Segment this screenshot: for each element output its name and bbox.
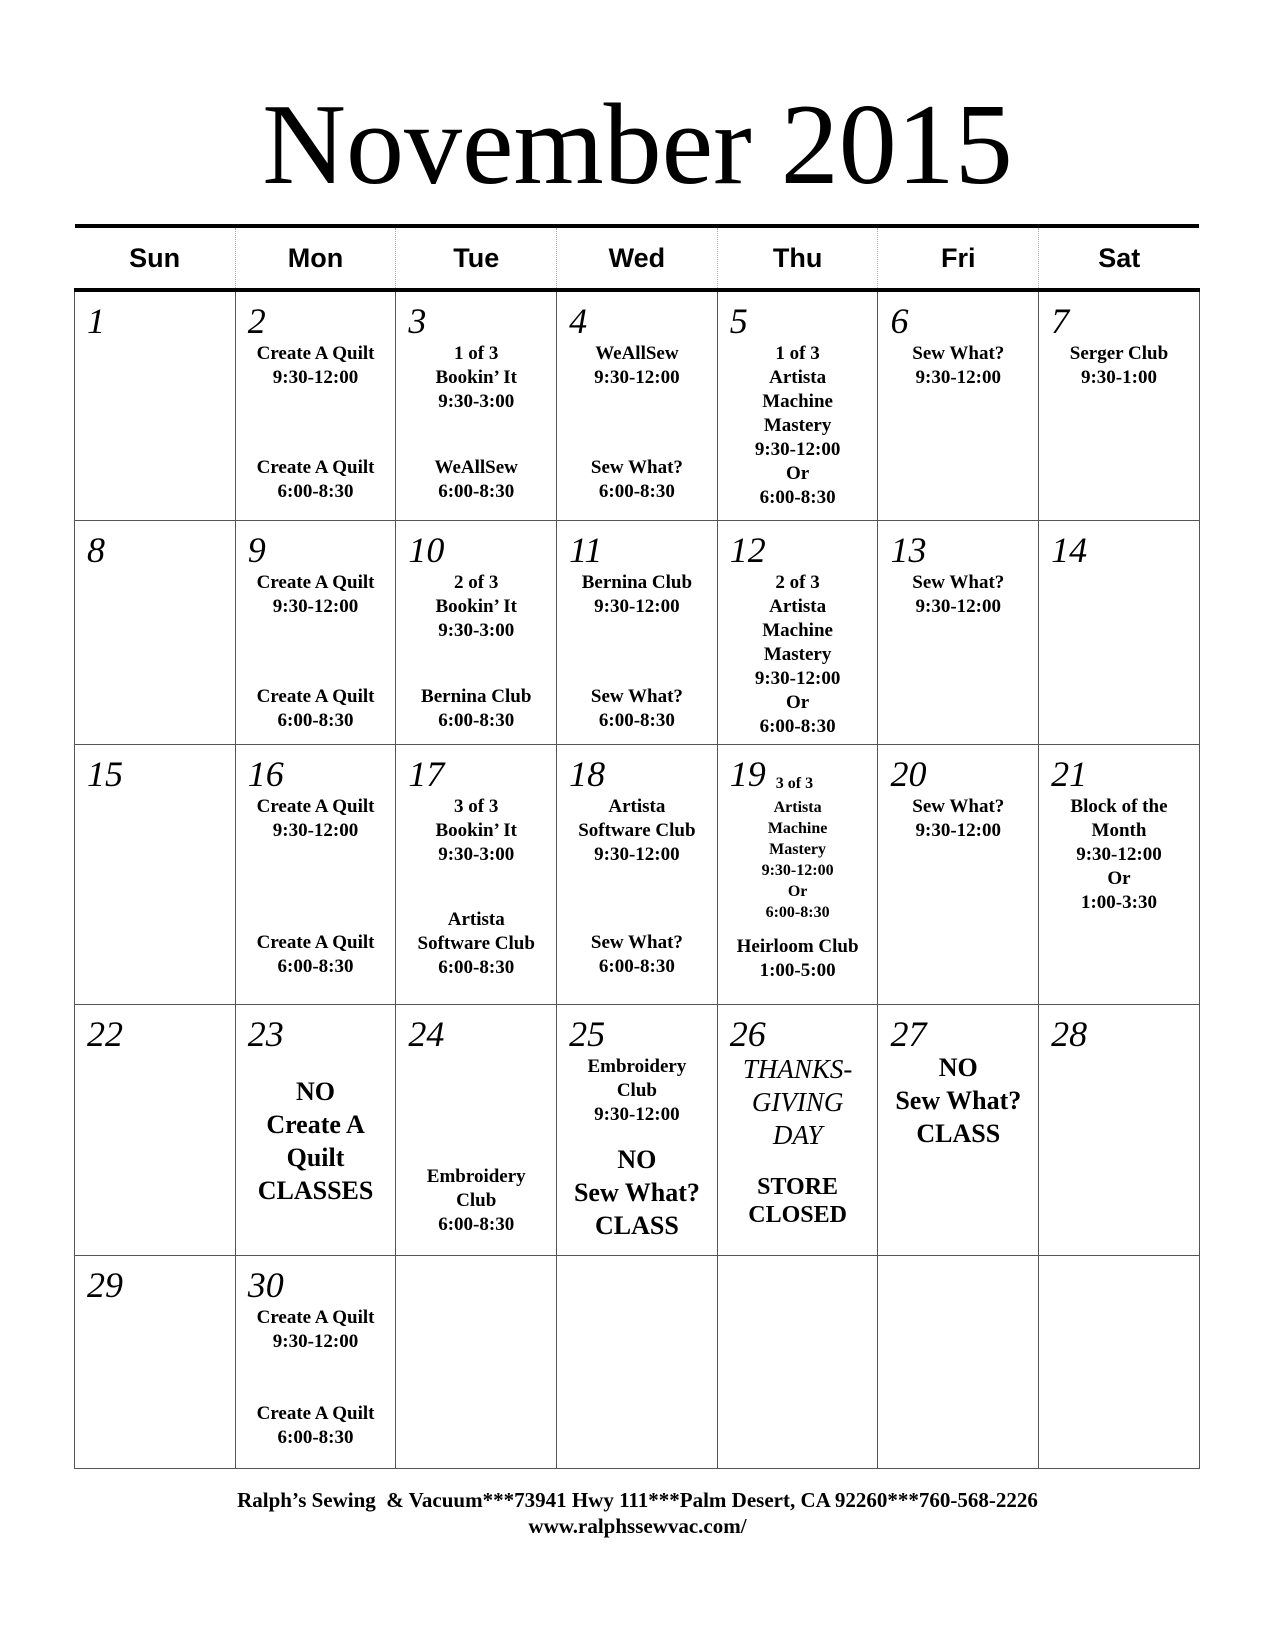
day-cell [75, 1255, 236, 1468]
event-morning [718, 571, 878, 739]
event-line: 6:00-8:30 [598, 955, 675, 977]
event-morning [396, 795, 556, 867]
event-morning [1039, 795, 1199, 915]
event-line: Create A Quilt [256, 343, 375, 364]
event-line: 6:00-8:30 [438, 956, 515, 978]
holiday-line: THANKS- [742, 1053, 853, 1084]
event-morning [396, 571, 556, 643]
day-number: 3 [408, 301, 427, 341]
week-row [75, 520, 1200, 744]
event-line: Bookin’ It [435, 367, 517, 388]
notice-line: NO [938, 1052, 978, 1082]
day-cell [1039, 1004, 1200, 1255]
event-evening [557, 456, 717, 504]
event-line: 9:30-12:00 [272, 819, 359, 841]
notice-line: CLASS [916, 1118, 1001, 1148]
event-line: Heirloom Club [736, 935, 859, 957]
empty-cell [557, 1255, 718, 1468]
day-number: 13 [890, 529, 927, 570]
day-number: 14 [1051, 529, 1088, 570]
weekday-header: Fri [878, 226, 1039, 290]
event-line: 9:30-12:00 [1076, 843, 1162, 865]
day-number: 23 [247, 1013, 284, 1054]
day-number: 1 [87, 301, 105, 341]
event-morning [236, 795, 396, 843]
event-line: Embroidery [426, 1165, 526, 1187]
no-class-notice [878, 1051, 1038, 1150]
day-number: 21 [1051, 753, 1088, 794]
day-cell [75, 520, 236, 744]
event-line: 6:00-8:30 [277, 481, 354, 502]
weekday-header: Sun [75, 226, 236, 290]
day-cell [557, 290, 718, 520]
empty-cell [717, 1255, 878, 1468]
event-line: 1 of 3 [454, 343, 499, 364]
day-cell [557, 1004, 718, 1255]
event-line: 9:30-12:00 [272, 367, 359, 388]
event-line: Create A Quilt [256, 571, 375, 593]
event-morning [878, 571, 1038, 619]
no-class-notice [557, 1143, 717, 1242]
event-morning [557, 795, 717, 867]
store-website: www.ralphssewvac.com/ [528, 1514, 747, 1538]
event-line: 9:30-12:00 [272, 595, 359, 617]
event-line: Sew What? [590, 931, 683, 953]
day-number: 8 [87, 529, 105, 570]
event-line: WeAllSew [434, 457, 518, 478]
day-cell [878, 1004, 1039, 1255]
calendar-grid [74, 224, 1200, 1469]
event-morning [236, 1306, 396, 1354]
event-evening [396, 685, 556, 733]
day-cell [717, 520, 878, 744]
day-cell [396, 1004, 557, 1255]
store-footer [0, 1487, 1275, 1539]
day-cell [75, 1004, 236, 1255]
event-evening [557, 931, 717, 979]
day-number: 15 [87, 753, 123, 794]
event-line: Bookin’ It [435, 595, 517, 617]
day-number: 4 [569, 301, 588, 341]
empty-cell [1039, 1255, 1200, 1468]
event-line: 9:30-12:00 [754, 439, 841, 460]
event-line: 6:00-8:30 [598, 481, 675, 502]
event-morning [557, 1055, 717, 1127]
session-tag: 3 of 3 [775, 774, 814, 792]
notice-line: Quilt [286, 1142, 345, 1172]
event-line: 9:30-12:00 [594, 595, 680, 617]
event-line: Or [785, 691, 810, 713]
day-cell [396, 744, 557, 1004]
event-line: 6:00-8:30 [277, 955, 354, 977]
day-number: 22 [87, 1013, 123, 1054]
weekday-header: Mon [235, 226, 396, 290]
event-line: Create A Quilt [256, 931, 375, 953]
holiday-line: GIVING [751, 1086, 844, 1117]
weekday-header: Tue [396, 226, 557, 290]
day-number: 28 [1051, 1013, 1088, 1054]
notice-line: Sew What? [895, 1085, 1022, 1115]
event-line: 9:30-12:00 [915, 819, 1002, 841]
event-morning [557, 342, 717, 390]
event-line: Artista [773, 798, 822, 816]
event-line: Sew What? [590, 685, 683, 707]
event-line: Artista [447, 908, 505, 930]
week-row [75, 1004, 1200, 1255]
event-evening [396, 456, 556, 504]
day-number: 29 [87, 1264, 123, 1305]
day-number: 7 [1051, 301, 1070, 341]
event-line: Sew What? [912, 795, 1005, 817]
event-line: Machine [762, 619, 833, 641]
notice-line: NO [296, 1076, 336, 1106]
event-morning [1039, 342, 1199, 390]
event-line: 9:30-3:00 [438, 391, 515, 412]
day-number: 26 [729, 1013, 766, 1054]
day-number: 11 [569, 529, 603, 570]
event-line: 6:00-8:30 [277, 709, 354, 731]
day-number: 30 [247, 1264, 284, 1305]
event-line: Club [616, 1079, 657, 1101]
event-evening [396, 1165, 556, 1237]
event-line: Sew What? [912, 571, 1005, 593]
event-line: 9:30-3:00 [438, 843, 515, 865]
event-evening [236, 1402, 396, 1450]
page-title: November 2015 [262, 81, 1013, 209]
weekday-header: Sat [1039, 226, 1200, 290]
event-evening [236, 931, 396, 979]
day-number: 19 [729, 753, 766, 794]
event-line: 9:30-12:00 [915, 367, 1002, 388]
day-cell [75, 290, 236, 520]
event-line: Or [785, 463, 810, 484]
event-line: 6:00-8:30 [765, 903, 830, 921]
day-number: 6 [890, 301, 909, 341]
day-cell [878, 744, 1039, 1004]
closed-line: CLOSED [748, 1201, 847, 1228]
day-cell [1039, 520, 1200, 744]
event-evening [557, 685, 717, 733]
day-number: 16 [247, 753, 284, 794]
event-line: Artista [769, 595, 827, 617]
event-line: 6:00-8:30 [438, 1213, 515, 1235]
notice-line: CLASS [594, 1210, 679, 1240]
event-line: WeAllSew [595, 343, 679, 364]
day-cell [235, 520, 396, 744]
week-row [75, 290, 1200, 520]
notice-line: NO [617, 1144, 657, 1174]
holiday-label [718, 1053, 878, 1152]
event-morning [718, 342, 878, 510]
event-line: Embroidery [587, 1055, 687, 1077]
event-morning [878, 342, 1038, 390]
empty-cell [396, 1255, 557, 1468]
weekday-header: Wed [557, 226, 718, 290]
event-morning [396, 342, 556, 414]
day-cell [235, 290, 396, 520]
event-morning [557, 571, 717, 619]
day-cell [878, 520, 1039, 744]
notice-line: Create A [266, 1109, 365, 1139]
week-row [75, 744, 1200, 1004]
event-line: Serger Club [1069, 343, 1169, 364]
day-number: 20 [890, 753, 927, 794]
week-row [75, 1255, 1200, 1468]
closed-line: STORE [757, 1173, 839, 1200]
no-class-notice [236, 1075, 396, 1207]
event-evening [236, 685, 396, 733]
event-line: Software Club [417, 932, 535, 954]
day-cell [878, 290, 1039, 520]
event-line: 9:30-12:00 [915, 595, 1002, 617]
day-cell [1039, 744, 1200, 1004]
day-cell [717, 744, 878, 1004]
day-number: 24 [408, 1013, 445, 1054]
event-line: Month [1091, 819, 1147, 841]
day-number: 25 [569, 1013, 606, 1054]
event-line: Artista [769, 367, 827, 388]
day-number: 27 [890, 1013, 927, 1054]
event-line: Software Club [578, 819, 696, 841]
day-cell [396, 520, 557, 744]
day-number: 2 [247, 301, 266, 341]
day-cell [717, 1004, 878, 1255]
event-line: 2 of 3 [775, 571, 820, 593]
event-line: Or [1107, 867, 1131, 889]
event-line: 1 of 3 [775, 343, 820, 364]
event-line: 9:30-12:00 [594, 1103, 680, 1125]
event-line: Create A Quilt [256, 685, 375, 707]
event-morning [236, 571, 396, 619]
day-number: 5 [729, 301, 748, 341]
day-number: 12 [729, 529, 766, 570]
event-evening [236, 456, 396, 504]
event-line: Block of the [1070, 795, 1168, 817]
event-line: Create A Quilt [256, 1306, 375, 1328]
day-cell [717, 290, 878, 520]
day-cell [557, 744, 718, 1004]
event-line: 1:00-5:00 [759, 959, 836, 981]
event-line: 9:30-12:00 [594, 367, 680, 388]
day-number: 18 [569, 753, 606, 794]
event-line: 6:00-8:30 [277, 1426, 354, 1448]
event-line: 3 of 3 [454, 795, 499, 817]
event-line: 1:00-3:30 [1080, 891, 1157, 913]
event-line: Artista [608, 795, 666, 817]
event-line: Bernina Club [581, 571, 693, 593]
event-morning [236, 342, 396, 390]
event-line: Machine [762, 391, 833, 412]
event-line: 9:30-3:00 [438, 619, 515, 641]
day-cell [235, 1004, 396, 1255]
event-line: Mastery [763, 643, 832, 665]
event-line: 6:00-8:30 [438, 481, 515, 502]
day-number: 10 [408, 529, 445, 570]
notice-line: CLASSES [257, 1175, 374, 1205]
event-evening [396, 908, 556, 980]
event-line: Bernina Club [421, 685, 532, 707]
event-line: 9:30-12:00 [594, 843, 680, 865]
event-line: Bookin’ It [435, 819, 517, 841]
notice-line: Sew What? [573, 1177, 700, 1207]
event-line: Mastery [763, 415, 832, 436]
event-line: 9:30-12:00 [754, 667, 841, 689]
day-number: 9 [247, 529, 266, 570]
event-line: Club [456, 1189, 497, 1211]
event-line: Or [787, 882, 808, 900]
event-line: Create A Quilt [256, 1402, 375, 1424]
day-cell [235, 1255, 396, 1468]
store-address: Ralph’s Sewing & Vacuum***73941 Hwy 111***Palm Desert, CA 92260***760-568-2226 [237, 1488, 1038, 1512]
holiday-line: DAY [772, 1119, 823, 1150]
day-number: 17 [408, 753, 445, 794]
weekday-header-row [75, 226, 1200, 290]
store-closed-notice [718, 1173, 878, 1229]
event-morning [878, 795, 1038, 843]
event-line: Create A Quilt [256, 457, 375, 478]
day-cell [557, 520, 718, 744]
event-line: 6:00-8:30 [438, 709, 515, 731]
event-line: Sew What? [590, 457, 683, 478]
event-morning [718, 797, 878, 923]
event-line: 2 of 3 [454, 571, 499, 593]
event-line: 9:30-12:00 [761, 861, 834, 879]
event-line: 6:00-8:30 [598, 709, 675, 731]
event-line: 9:30-1:00 [1080, 367, 1157, 388]
empty-cell [878, 1255, 1039, 1468]
day-cell [235, 744, 396, 1004]
weekday-header: Thu [717, 226, 878, 290]
event-line: Mastery [769, 840, 827, 858]
event-evening [718, 935, 878, 983]
event-line: Machine [767, 819, 828, 837]
day-cell [1039, 290, 1200, 520]
event-line: Sew What? [912, 343, 1005, 364]
event-line: 9:30-12:00 [272, 1330, 359, 1352]
event-line: 6:00-8:30 [759, 487, 836, 508]
event-line: 6:00-8:30 [759, 715, 836, 737]
day-cell [396, 290, 557, 520]
event-line: Create A Quilt [256, 795, 375, 817]
day-cell [75, 744, 236, 1004]
